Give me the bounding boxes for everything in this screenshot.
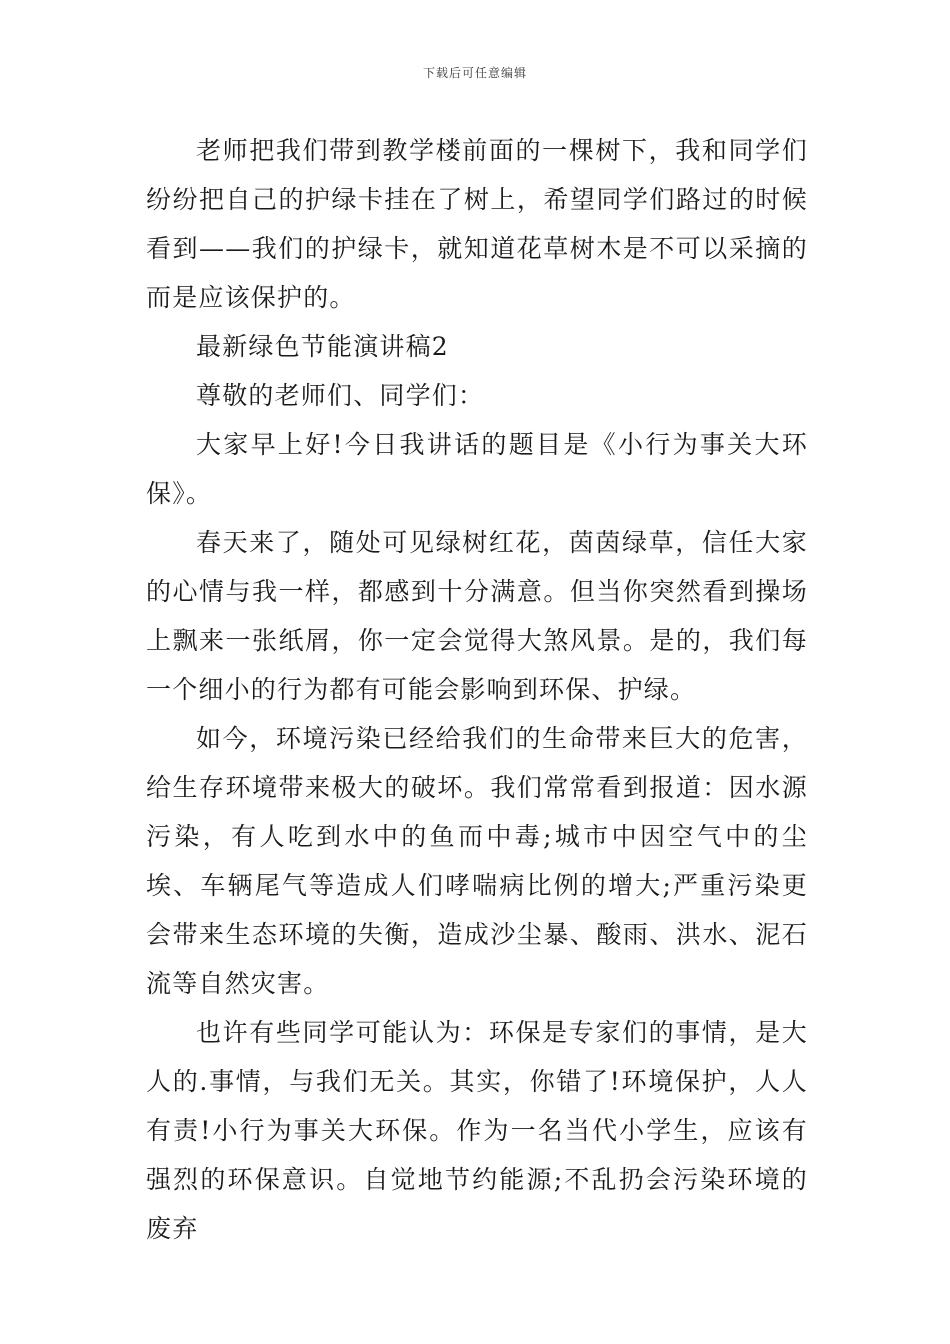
document-body [146, 126, 808, 1253]
header-note: 下载后可任意编辑 [422, 66, 527, 80]
paragraph-greeting: 大家早上好!今日我讲话的题目是《小行为事关大环保》。 [146, 430, 808, 508]
paragraph-responsibility: 也许有些同学可能认为：环保是专家们的事情，是大人的.事情，与我们无关。其实，你错了!环境保护，人人有责!小行为事关大环保。作为一名当代小学生，应该有强烈的环保意识。自觉地节约能源;不乱扔会污染环境的废弃 [146, 1018, 808, 1243]
paragraph-pollution: 如今，环境污染已经给我们的生命带来巨大的危害，给生存环境带来极大的破坏。我们常常看到报道：因水源污染，有人吃到水中的鱼而中毒;城市中因空气中的尘埃、车辆尾气等造成人们哮喘病比例的增大;严重污染更会带来生态环境的失衡，造成沙尘暴、酸雨、洪水、泥石流等自然灾害。 [146, 724, 808, 998]
paragraph-tree-cards: 老师把我们带到教学楼前面的一棵树下，我和同学们纷纷把自己的护绿卡挂在了树上，希望同学们路过的时候看到——我们的护绿卡，就知道花草树木是不可以采摘的而是应该保护的。 [146, 136, 808, 312]
section-title: 最新绿色节能演讲稿2 [196, 332, 449, 361]
salutation: 尊敬的老师们、同学们： [196, 381, 485, 410]
paragraph-spring: 春天来了，随处可见绿树红花，茵茵绿草，信任大家的心情与我一样，都感到十分满意。但当你突然看到操场上飘来一张纸屑，你一定会觉得大煞风景。是的，我们每一个细小的行为都有可能会影响到环保、护绿。 [146, 528, 808, 704]
